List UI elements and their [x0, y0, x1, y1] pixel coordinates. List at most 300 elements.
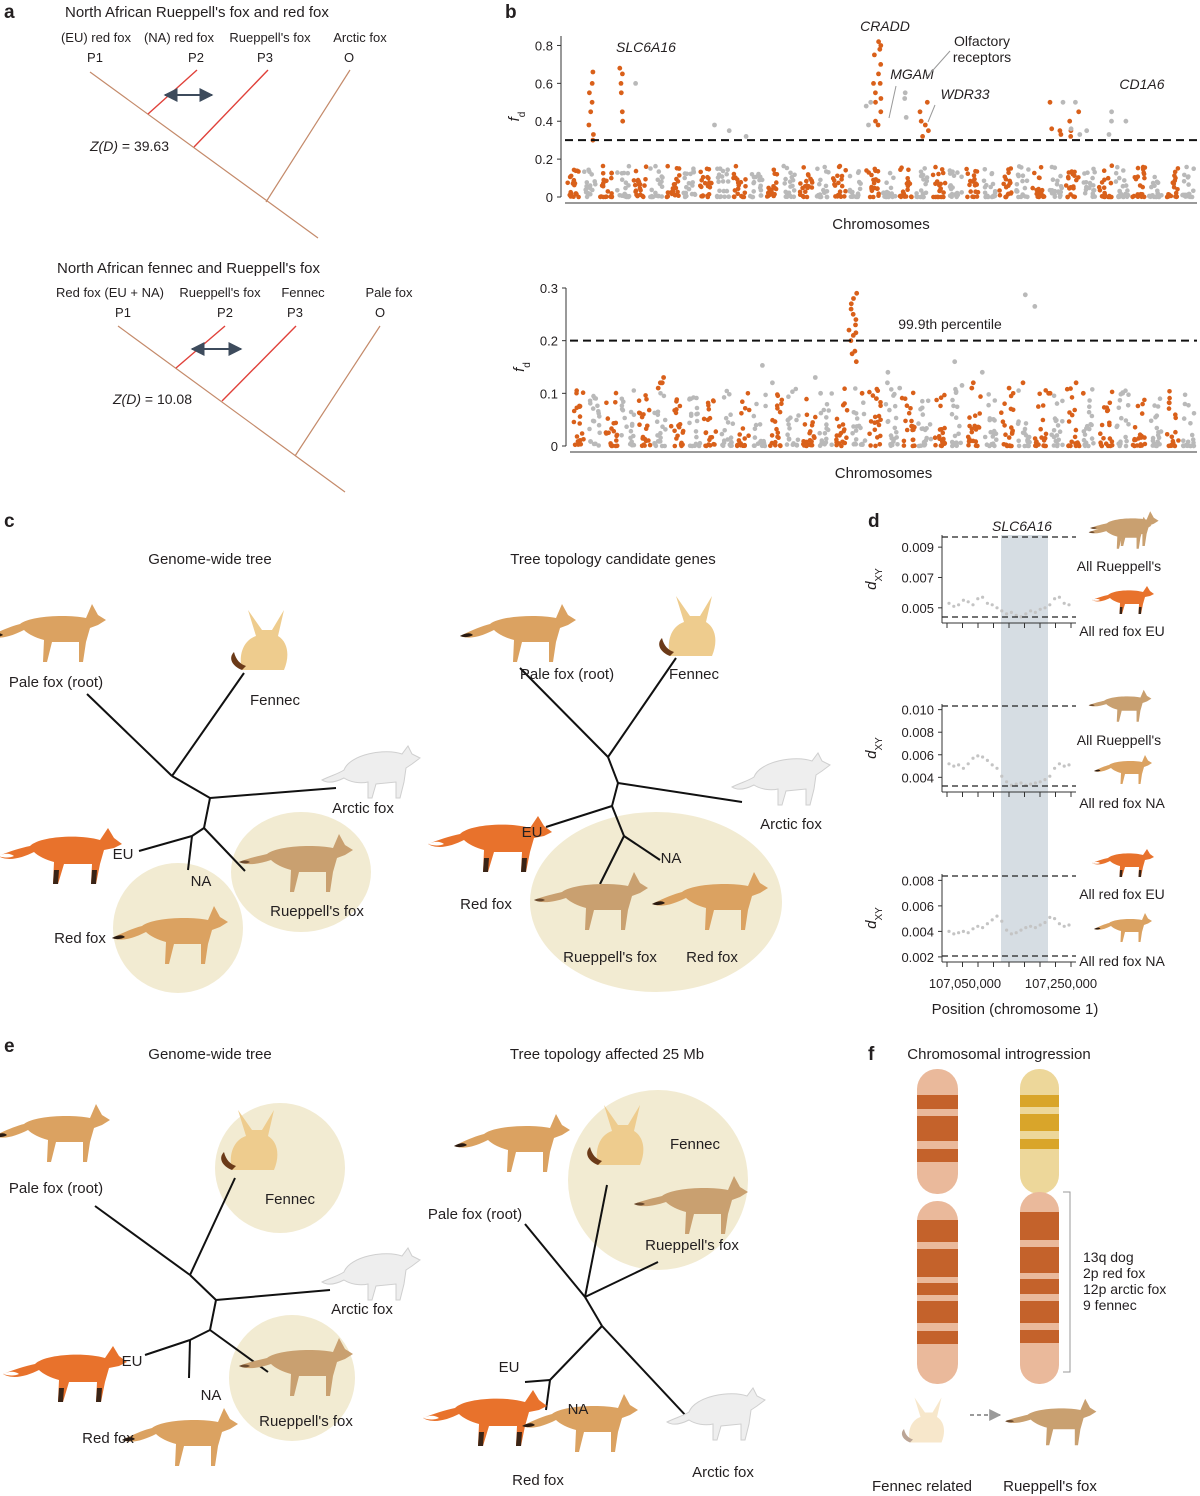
y-tick-label: 0.2	[539, 333, 558, 349]
fd-outlier-point	[851, 312, 856, 317]
fd-point	[966, 443, 971, 448]
dxy-point	[981, 755, 984, 758]
fd-point	[788, 179, 793, 184]
fd-outlier-point	[1023, 292, 1028, 297]
dxy-point	[957, 603, 960, 606]
dxy-point	[962, 930, 965, 933]
fd-point	[1181, 438, 1186, 443]
fd-point	[810, 443, 815, 448]
fd-point	[901, 189, 906, 194]
fd-point	[822, 165, 827, 170]
node-na: NA	[660, 850, 682, 867]
gene-label-cd1a6: CD1A6	[1119, 76, 1165, 92]
fd-point	[631, 434, 636, 439]
fd-point	[794, 387, 799, 392]
fd-point	[643, 393, 648, 398]
fd-point	[815, 194, 820, 199]
fd-point	[803, 422, 808, 427]
fd-point	[923, 442, 928, 447]
fd-point	[1088, 183, 1093, 188]
fd-outlier-point	[866, 123, 871, 128]
fd-point	[1140, 411, 1145, 416]
fd-point	[588, 399, 593, 404]
fd-point	[1056, 423, 1061, 428]
fd-point	[676, 193, 681, 198]
fd-point	[783, 177, 788, 182]
fd-point	[939, 444, 944, 449]
fd-point	[1154, 195, 1159, 200]
red-fox-eu-illustration	[3, 1346, 127, 1402]
fd-point	[741, 426, 746, 431]
fd-point	[807, 431, 812, 436]
fd-point	[738, 443, 743, 448]
fd-point	[1191, 437, 1196, 442]
fd-point	[909, 419, 914, 424]
fd-point	[968, 189, 973, 194]
fd-point	[840, 184, 845, 189]
fd-point	[794, 418, 799, 423]
fd-point	[742, 195, 747, 200]
panel-e-right-title: Tree topology affected 25 Mb	[509, 1046, 705, 1063]
fd-point	[609, 171, 614, 176]
fd-point	[787, 437, 792, 442]
fd-point	[622, 192, 627, 197]
dxy-point	[976, 597, 979, 600]
panel-a-top-tip-1: (EU) red fox	[60, 30, 132, 45]
fd-point	[1070, 185, 1075, 190]
fd-outlier-point	[923, 123, 928, 128]
fd-outlier-point	[1048, 391, 1053, 396]
fd-point	[842, 401, 847, 406]
fd-point	[721, 179, 726, 184]
fd-point	[758, 176, 763, 181]
fd-outlier-point	[1077, 132, 1082, 137]
fd-point	[1004, 185, 1009, 190]
fd-outlier-point	[903, 90, 908, 95]
fd-point	[1110, 163, 1115, 168]
fd-point	[1068, 386, 1073, 391]
fd-point	[1044, 432, 1049, 437]
fd-point	[823, 441, 828, 446]
fd-point	[693, 192, 698, 197]
fd-point	[1124, 418, 1129, 423]
dxy-point	[1005, 929, 1008, 932]
fd-point	[776, 394, 781, 399]
fd-outlier-point	[918, 109, 923, 114]
fd-point	[720, 432, 725, 437]
fd-point	[699, 185, 704, 190]
dxy-point	[1048, 603, 1051, 606]
panel-a-bottom-tree	[118, 326, 380, 492]
fd-outlier-point	[590, 81, 595, 86]
fd-point	[862, 412, 867, 417]
fd-point	[916, 421, 921, 426]
fd-point	[1036, 442, 1041, 447]
dxy-point	[1039, 608, 1042, 611]
fd-point	[582, 169, 587, 174]
fd-point	[842, 194, 847, 199]
fd-point	[878, 442, 883, 447]
fd-point	[902, 443, 907, 448]
fd-outlier-point	[849, 301, 854, 306]
fd-outlier-point	[588, 109, 593, 114]
fd-point	[919, 170, 924, 175]
dxy-point	[1063, 765, 1066, 768]
dxy-point	[1029, 609, 1032, 612]
fd-point	[973, 183, 978, 188]
node-na: NA	[200, 1387, 222, 1404]
fd-point	[790, 175, 795, 180]
fd-point	[843, 441, 848, 446]
fd-outlier-point	[813, 375, 818, 380]
panel-e-left-title: Genome-wide tree	[148, 1046, 272, 1063]
fd-point	[1186, 175, 1191, 180]
fd-point	[974, 439, 979, 444]
fd-point	[731, 176, 736, 181]
fd-point	[779, 402, 784, 407]
fd-point	[966, 435, 971, 440]
fd-point	[1087, 410, 1092, 415]
fd-outlier-point	[587, 123, 592, 128]
fd-point	[604, 194, 609, 199]
taxon-rueppells-fox: Rueppell's fox	[645, 1237, 739, 1254]
fd-point	[1125, 188, 1130, 193]
x-axis-title: Chromosomes	[834, 465, 933, 482]
fd-point	[697, 444, 702, 449]
fd-point	[707, 407, 712, 412]
taxon-pale-fox: Pale fox (root)	[427, 1206, 523, 1223]
fd-point	[818, 443, 823, 448]
fd-point	[1055, 182, 1060, 187]
fd-point	[731, 421, 736, 426]
fd-outlier-point	[850, 351, 855, 356]
y-tick-label: 0.008	[901, 725, 934, 741]
fd-outlier-point	[818, 391, 823, 396]
fd-point	[1084, 180, 1089, 185]
fd-point	[824, 426, 829, 431]
dxy-point	[971, 757, 974, 760]
dxy-point	[1034, 611, 1037, 614]
fd-point	[663, 418, 668, 423]
fd-outlier-point	[853, 323, 858, 328]
fd-point	[868, 443, 873, 448]
dxy-point	[986, 602, 989, 605]
fd-point	[822, 190, 827, 195]
panel-d-gene-label: SLC6A16	[992, 518, 1052, 534]
fd-point	[838, 164, 843, 169]
fd-point	[803, 189, 808, 194]
fd-point	[1026, 167, 1031, 172]
fd-point	[1156, 404, 1161, 409]
fd-point	[1059, 186, 1064, 191]
fd-point	[1152, 175, 1157, 180]
fd-point	[1058, 174, 1063, 179]
fd-point	[878, 434, 883, 439]
fd-point	[1155, 413, 1160, 418]
fd-point	[994, 437, 999, 442]
fd-point	[1126, 422, 1131, 427]
fd-point	[643, 177, 648, 182]
pair2-top-label: All Rueppell's	[1076, 732, 1162, 748]
fd-point	[787, 426, 792, 431]
fd-point	[976, 425, 981, 430]
fd-point	[919, 188, 924, 193]
fd-outlier-point	[969, 386, 974, 391]
fd-outlier-point	[1067, 119, 1072, 124]
fd-point	[702, 417, 707, 422]
fd-point	[596, 443, 601, 448]
fd-point	[637, 182, 642, 187]
fd-point	[785, 442, 790, 447]
fd-point	[681, 429, 686, 434]
fd-point	[893, 426, 898, 431]
fd-point	[591, 419, 596, 424]
fd-point	[1149, 419, 1154, 424]
fennec-illustration	[659, 596, 715, 656]
fd-point	[636, 178, 641, 183]
fd-point	[925, 175, 930, 180]
y-axis-title: $d_{XY}$	[863, 737, 885, 759]
taxon-arctic-fox: Arctic fox	[692, 1464, 754, 1481]
fd-point	[778, 410, 783, 415]
fd-point	[632, 388, 637, 393]
fd-outlier-point	[1084, 128, 1089, 133]
fd-point	[888, 442, 893, 447]
fd-point	[1068, 192, 1073, 197]
fd-point	[692, 170, 697, 175]
fd-point	[974, 443, 979, 448]
fd-point	[674, 399, 679, 404]
fd-point	[1121, 168, 1126, 173]
panel-a-bottom-tip-1: Red fox (EU + NA)	[55, 285, 165, 300]
fd-point	[928, 422, 933, 427]
fd-point	[1148, 194, 1153, 199]
fennec-related-caption: Fennec related	[871, 1478, 973, 1495]
taxon-pale-fox: Pale fox (root)	[8, 674, 104, 691]
fd-point	[620, 407, 625, 412]
fd-point	[967, 415, 972, 420]
fd-point	[1192, 444, 1197, 449]
fd-point	[765, 194, 770, 199]
taxon-fennec: Fennec	[668, 666, 720, 683]
fd-point	[588, 439, 593, 444]
fd-point	[875, 387, 880, 392]
fd-point	[899, 165, 904, 170]
fd-point	[740, 399, 745, 404]
fd-point	[822, 408, 827, 413]
fd-point	[725, 167, 730, 172]
fd-point	[1010, 429, 1015, 434]
taxon-red-fox: Red fox	[82, 1430, 134, 1447]
dxy-point	[986, 922, 989, 925]
fd-point	[763, 393, 768, 398]
fd-point	[973, 413, 978, 418]
fd-point	[835, 433, 840, 438]
fd-point	[710, 435, 715, 440]
fd-point	[648, 166, 653, 171]
fd-point	[1107, 194, 1112, 199]
fd-point	[752, 180, 757, 185]
fd-point	[751, 189, 756, 194]
dxy-point	[947, 602, 950, 605]
fd-point	[1102, 178, 1107, 183]
panel-a-bottom-tip-4: Pale fox	[365, 285, 413, 300]
fd-point	[1191, 166, 1196, 171]
fd-point	[1156, 430, 1161, 435]
fd-point	[792, 188, 797, 193]
fd-point	[1084, 426, 1089, 431]
fd-point	[1142, 398, 1147, 403]
fd-point	[695, 412, 700, 417]
fd-point	[1152, 184, 1157, 189]
fd-point	[694, 396, 699, 401]
fd-point	[1073, 435, 1078, 440]
fd-point	[569, 194, 574, 199]
fd-point	[572, 409, 577, 414]
fd-point	[959, 190, 964, 195]
fd-point	[911, 438, 916, 443]
fd-point	[1118, 398, 1123, 403]
fd-point	[718, 166, 723, 171]
fd-point	[875, 420, 880, 425]
fd-point	[1131, 443, 1136, 448]
fd-point	[832, 182, 837, 187]
panel-label-b: b	[505, 2, 517, 23]
panel-a-top-node-p1: P1	[87, 50, 103, 65]
fd-point	[798, 181, 803, 186]
fd-point	[833, 194, 838, 199]
fd-point	[836, 181, 841, 186]
fd-point	[1039, 165, 1044, 170]
dxy-point	[1048, 916, 1051, 919]
panel-c-left-tree	[0, 604, 420, 993]
fd-point	[835, 417, 840, 422]
dxy-point	[967, 762, 970, 765]
fd-point	[1188, 195, 1193, 200]
fd-point	[1139, 435, 1144, 440]
fd-outlier-point	[925, 100, 930, 105]
fd-point	[1133, 175, 1138, 180]
fd-point	[839, 431, 844, 436]
dxy-point	[1058, 922, 1061, 925]
fd-point	[895, 442, 900, 447]
pair1-top-label: All Rueppell's	[1076, 558, 1162, 574]
fd-point	[578, 438, 583, 443]
dxy-point	[962, 599, 965, 602]
dxy-point	[1010, 932, 1013, 935]
fd-point	[1167, 406, 1172, 411]
fd-point	[1165, 432, 1170, 437]
fd-point	[894, 430, 899, 435]
fd-point	[715, 195, 720, 200]
fd-point	[1009, 407, 1014, 412]
fd-point	[1020, 193, 1025, 198]
fd-point	[883, 191, 888, 196]
fd-point	[613, 400, 618, 405]
fd-outlier-point	[864, 104, 869, 109]
fd-point	[726, 179, 731, 184]
fd-point	[1082, 438, 1087, 443]
fd-point	[1072, 408, 1077, 413]
bracket-line-4: 9 fennec	[1083, 1297, 1137, 1313]
taxon-fennec: Fennec	[249, 692, 301, 709]
fd-point	[894, 416, 899, 421]
fennec-related-illustration	[902, 1398, 944, 1443]
fd-point	[610, 195, 615, 200]
fd-point	[681, 191, 686, 196]
fd-point	[970, 430, 975, 435]
fd-point	[653, 443, 658, 448]
fd-point	[1173, 430, 1178, 435]
fd-point	[972, 173, 977, 178]
fd-point	[997, 188, 1002, 193]
fd-point	[1023, 186, 1028, 191]
fd-point	[1108, 401, 1113, 406]
fd-point	[716, 180, 721, 185]
fd-point	[884, 402, 889, 407]
fd-point	[619, 433, 624, 438]
fd-point	[1132, 194, 1137, 199]
zscore-label: Z(D)	[113, 391, 141, 407]
fd-point	[1116, 194, 1121, 199]
fd-point	[956, 432, 961, 437]
dxy-point	[986, 759, 989, 762]
fd-outlier-point	[847, 328, 852, 333]
fd-outlier-point	[902, 96, 907, 101]
dxy-point	[967, 931, 970, 934]
fd-point	[615, 170, 620, 175]
fd-outlier-point	[760, 363, 765, 368]
fd-point	[1136, 166, 1141, 171]
fd-point	[1042, 194, 1047, 199]
dxy-point	[1053, 597, 1056, 600]
fd-point	[704, 444, 709, 449]
fd-outlier-point	[770, 380, 775, 385]
fd-point	[1050, 165, 1055, 170]
fd-point	[614, 391, 619, 396]
panel-a-top-tip-2: (NA) red fox	[143, 30, 215, 45]
taxon-arctic-fox: Arctic fox	[760, 816, 822, 833]
fd-point	[695, 406, 700, 411]
fd-outlier-point	[1021, 380, 1026, 385]
y-tick-label: 0.8	[534, 38, 553, 54]
fd-point	[574, 388, 579, 393]
dxy-point	[1019, 929, 1022, 932]
node-eu: EU	[112, 846, 134, 863]
fd-point	[1090, 414, 1095, 419]
fd-point	[851, 194, 856, 199]
fd-point	[1109, 181, 1114, 186]
panel-label-f: f	[868, 1044, 875, 1065]
fd-point	[1022, 431, 1027, 436]
fd-point	[1098, 431, 1103, 436]
fd-point	[808, 177, 813, 182]
dxy-point	[1053, 917, 1056, 920]
fd-point	[1016, 173, 1021, 178]
fd-point	[1117, 176, 1122, 181]
fd-point	[1074, 428, 1079, 433]
fd-outlier-point	[926, 128, 931, 133]
fd-point	[905, 428, 910, 433]
fd-point	[1055, 433, 1060, 438]
fd-point	[829, 391, 834, 396]
panel-label-d: d	[868, 511, 880, 532]
fd-point	[1155, 180, 1160, 185]
taxon-rueppells-fox: Rueppell's fox	[563, 949, 657, 966]
fd-point	[1009, 444, 1014, 449]
fd-outlier-point	[971, 380, 976, 385]
fd-point	[922, 166, 927, 171]
